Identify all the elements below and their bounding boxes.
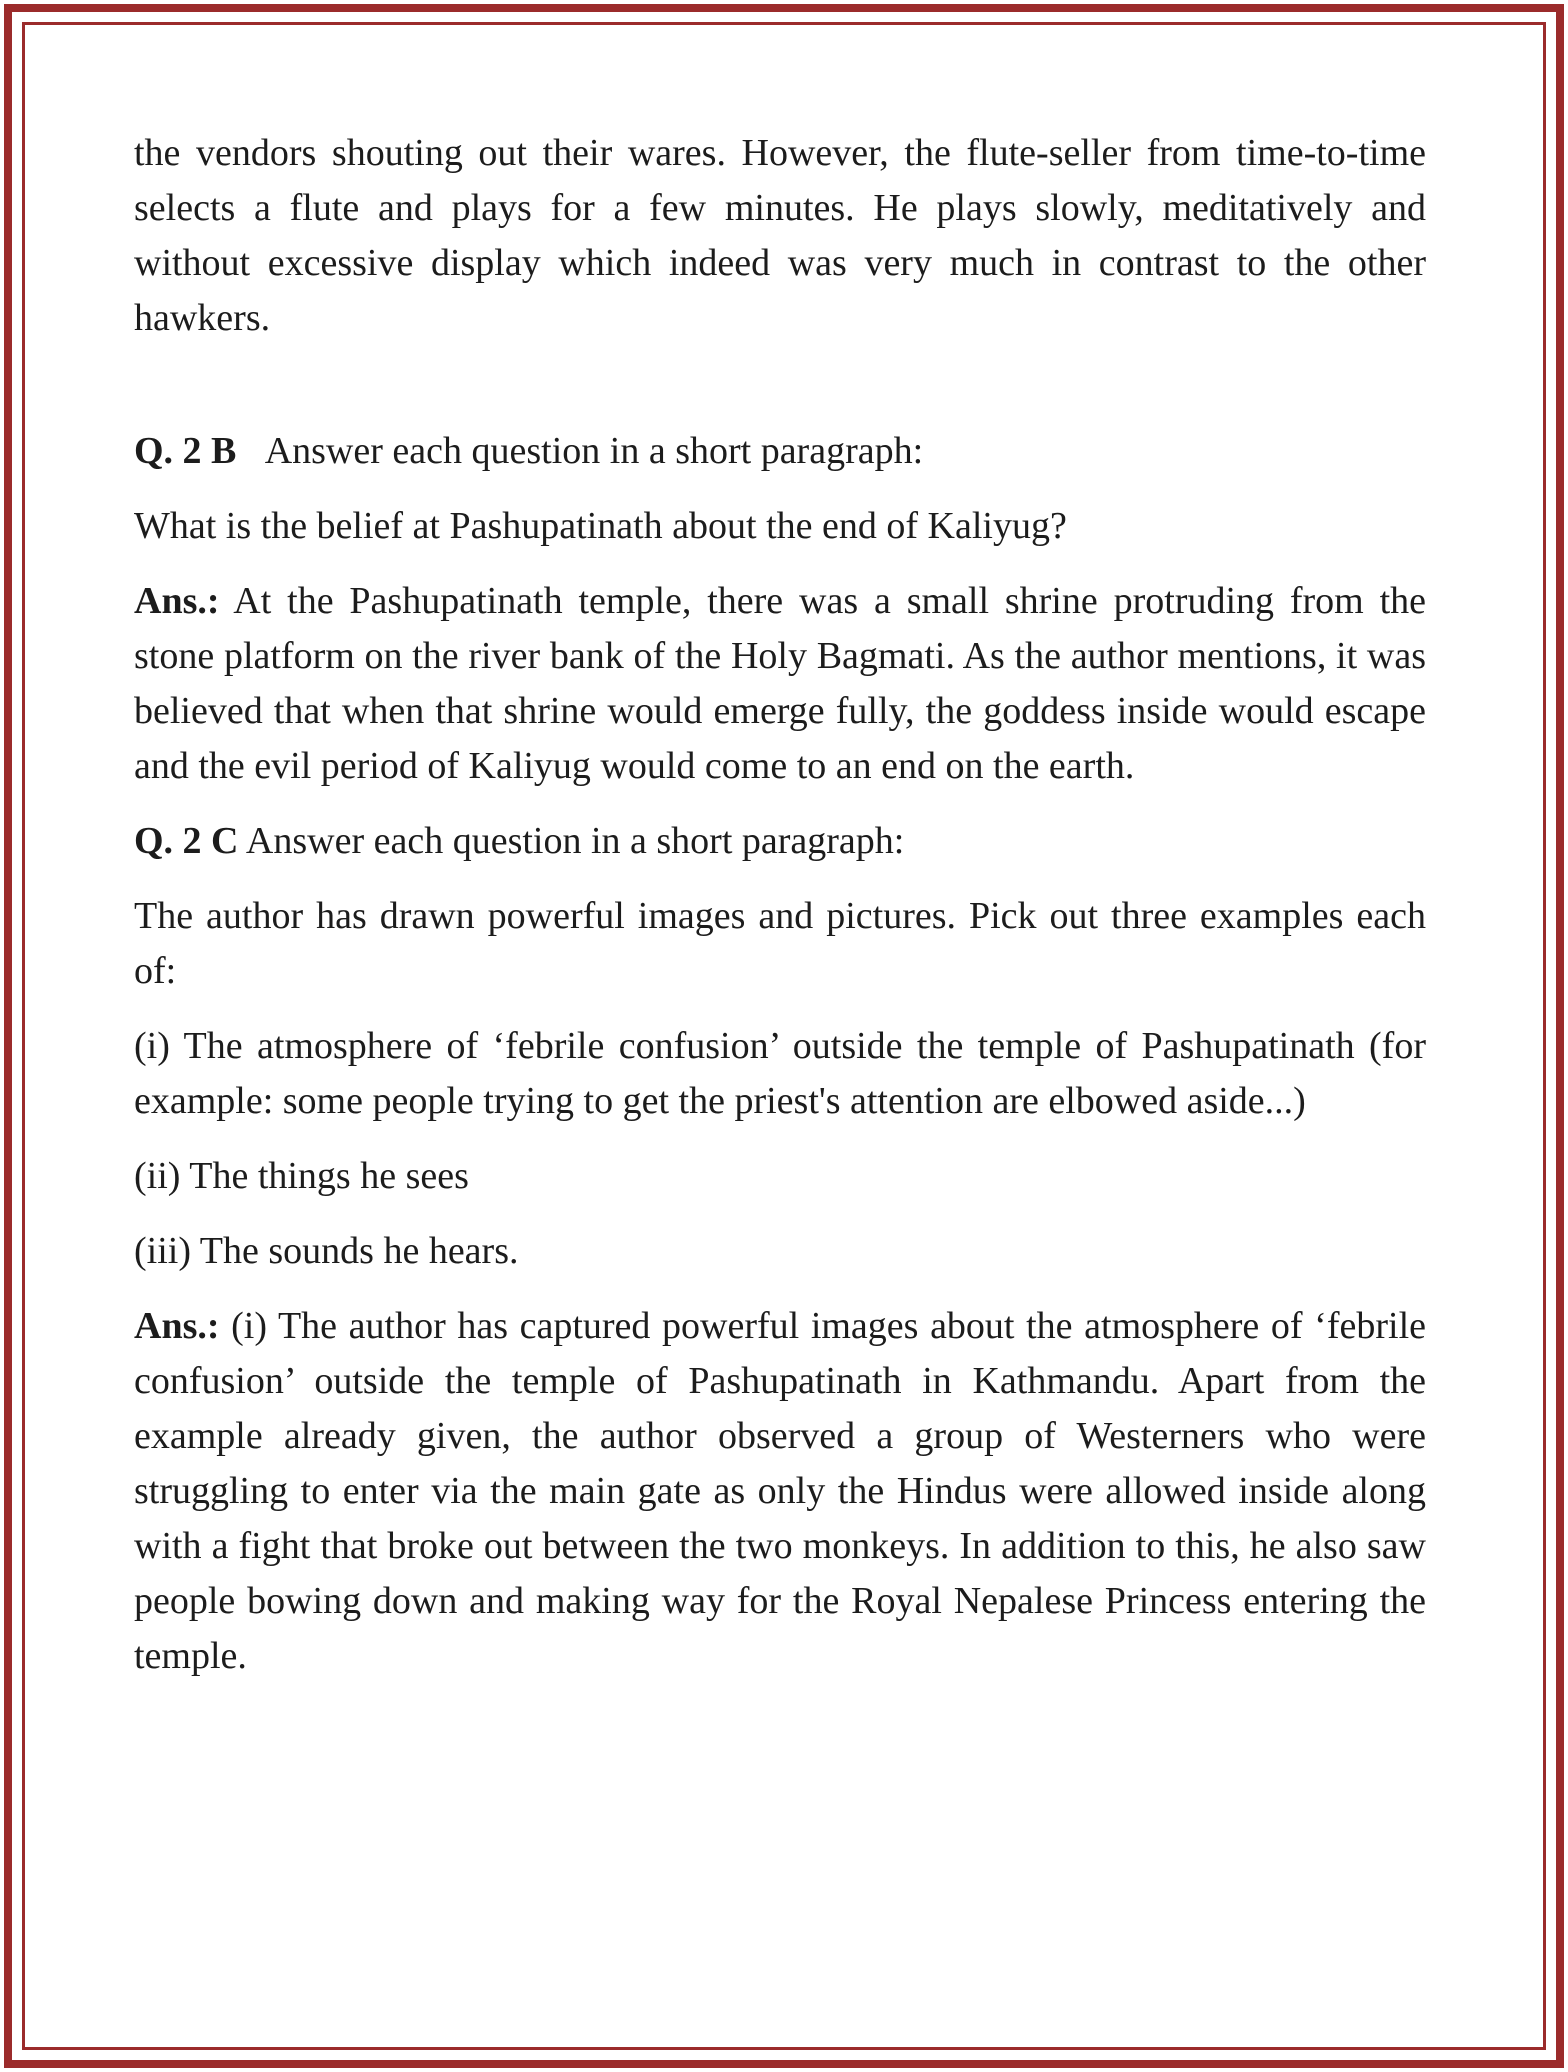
q2c-answer xyxy=(134,1299,1426,1684)
intro-paragraph xyxy=(134,126,1426,346)
q2b-heading xyxy=(134,424,1426,479)
paragraph-text: (iii) The sounds he hears. xyxy=(134,1230,519,1272)
question-label: Q. 2 C xyxy=(134,820,239,862)
question-prompt: Answer each question in a short paragraph: xyxy=(245,820,905,862)
paragraph-text: (i) The atmosphere of ‘febrile confusion’ outside the temple of Pashupatinath (for example: some people trying to get the priest's attention are elbowed aside...) xyxy=(134,1025,1426,1122)
q2c-intro xyxy=(134,889,1426,999)
q2c-item-iii xyxy=(134,1224,1426,1279)
paragraph-text: the vendors shouting out their wares. However, the flute-seller from time-to-time selects a flute and plays for a few minutes. He plays slowly, meditatively and without excessive display which indeed was very much in contrast to the other hawkers. xyxy=(134,132,1426,339)
question-label: Q. 2 B xyxy=(134,430,237,472)
q2c-item-ii xyxy=(134,1149,1426,1204)
q2b-question xyxy=(134,499,1426,554)
q2b-answer xyxy=(134,574,1426,794)
answer-label: Ans.: xyxy=(134,1305,220,1347)
question-prompt: Answer each question in a short paragraph: xyxy=(264,430,924,472)
paragraph-text: (i) The author has captured powerful images about the atmosphere of ‘febrile confusion’ outside the temple of Pashupatinath in Kathmandu. Apart from the example already given, the author observed a group of Westerners who were struggling to enter via the main gate as only the Hindus were allowed inside along with a fight that broke out between the two monkeys. In addition to this, he also saw people bowing down and making way for the Royal Nepalese Princess entering the temple. xyxy=(134,1305,1426,1677)
paragraph-text: What is the belief at Pashupatinath about the end of Kaliyug? xyxy=(134,505,1067,547)
answer-label: Ans.: xyxy=(134,580,220,622)
q2c-item-i xyxy=(134,1019,1426,1129)
paragraph-text: (ii) The things he sees xyxy=(134,1155,469,1197)
paragraph-text: At the Pashupatinath temple, there was a small shrine protruding from the stone platform on the river bank of the Holy Bagmati. As the author mentions, it was believed that when that shrine would emerge fully, the goddess inside would escape and the evil period of Kaliyug would come to an end on the earth. xyxy=(134,580,1427,787)
paragraph-text: The author has drawn powerful images and pictures. Pick out three examples each of: xyxy=(134,895,1426,992)
q2c-heading xyxy=(134,814,1426,869)
